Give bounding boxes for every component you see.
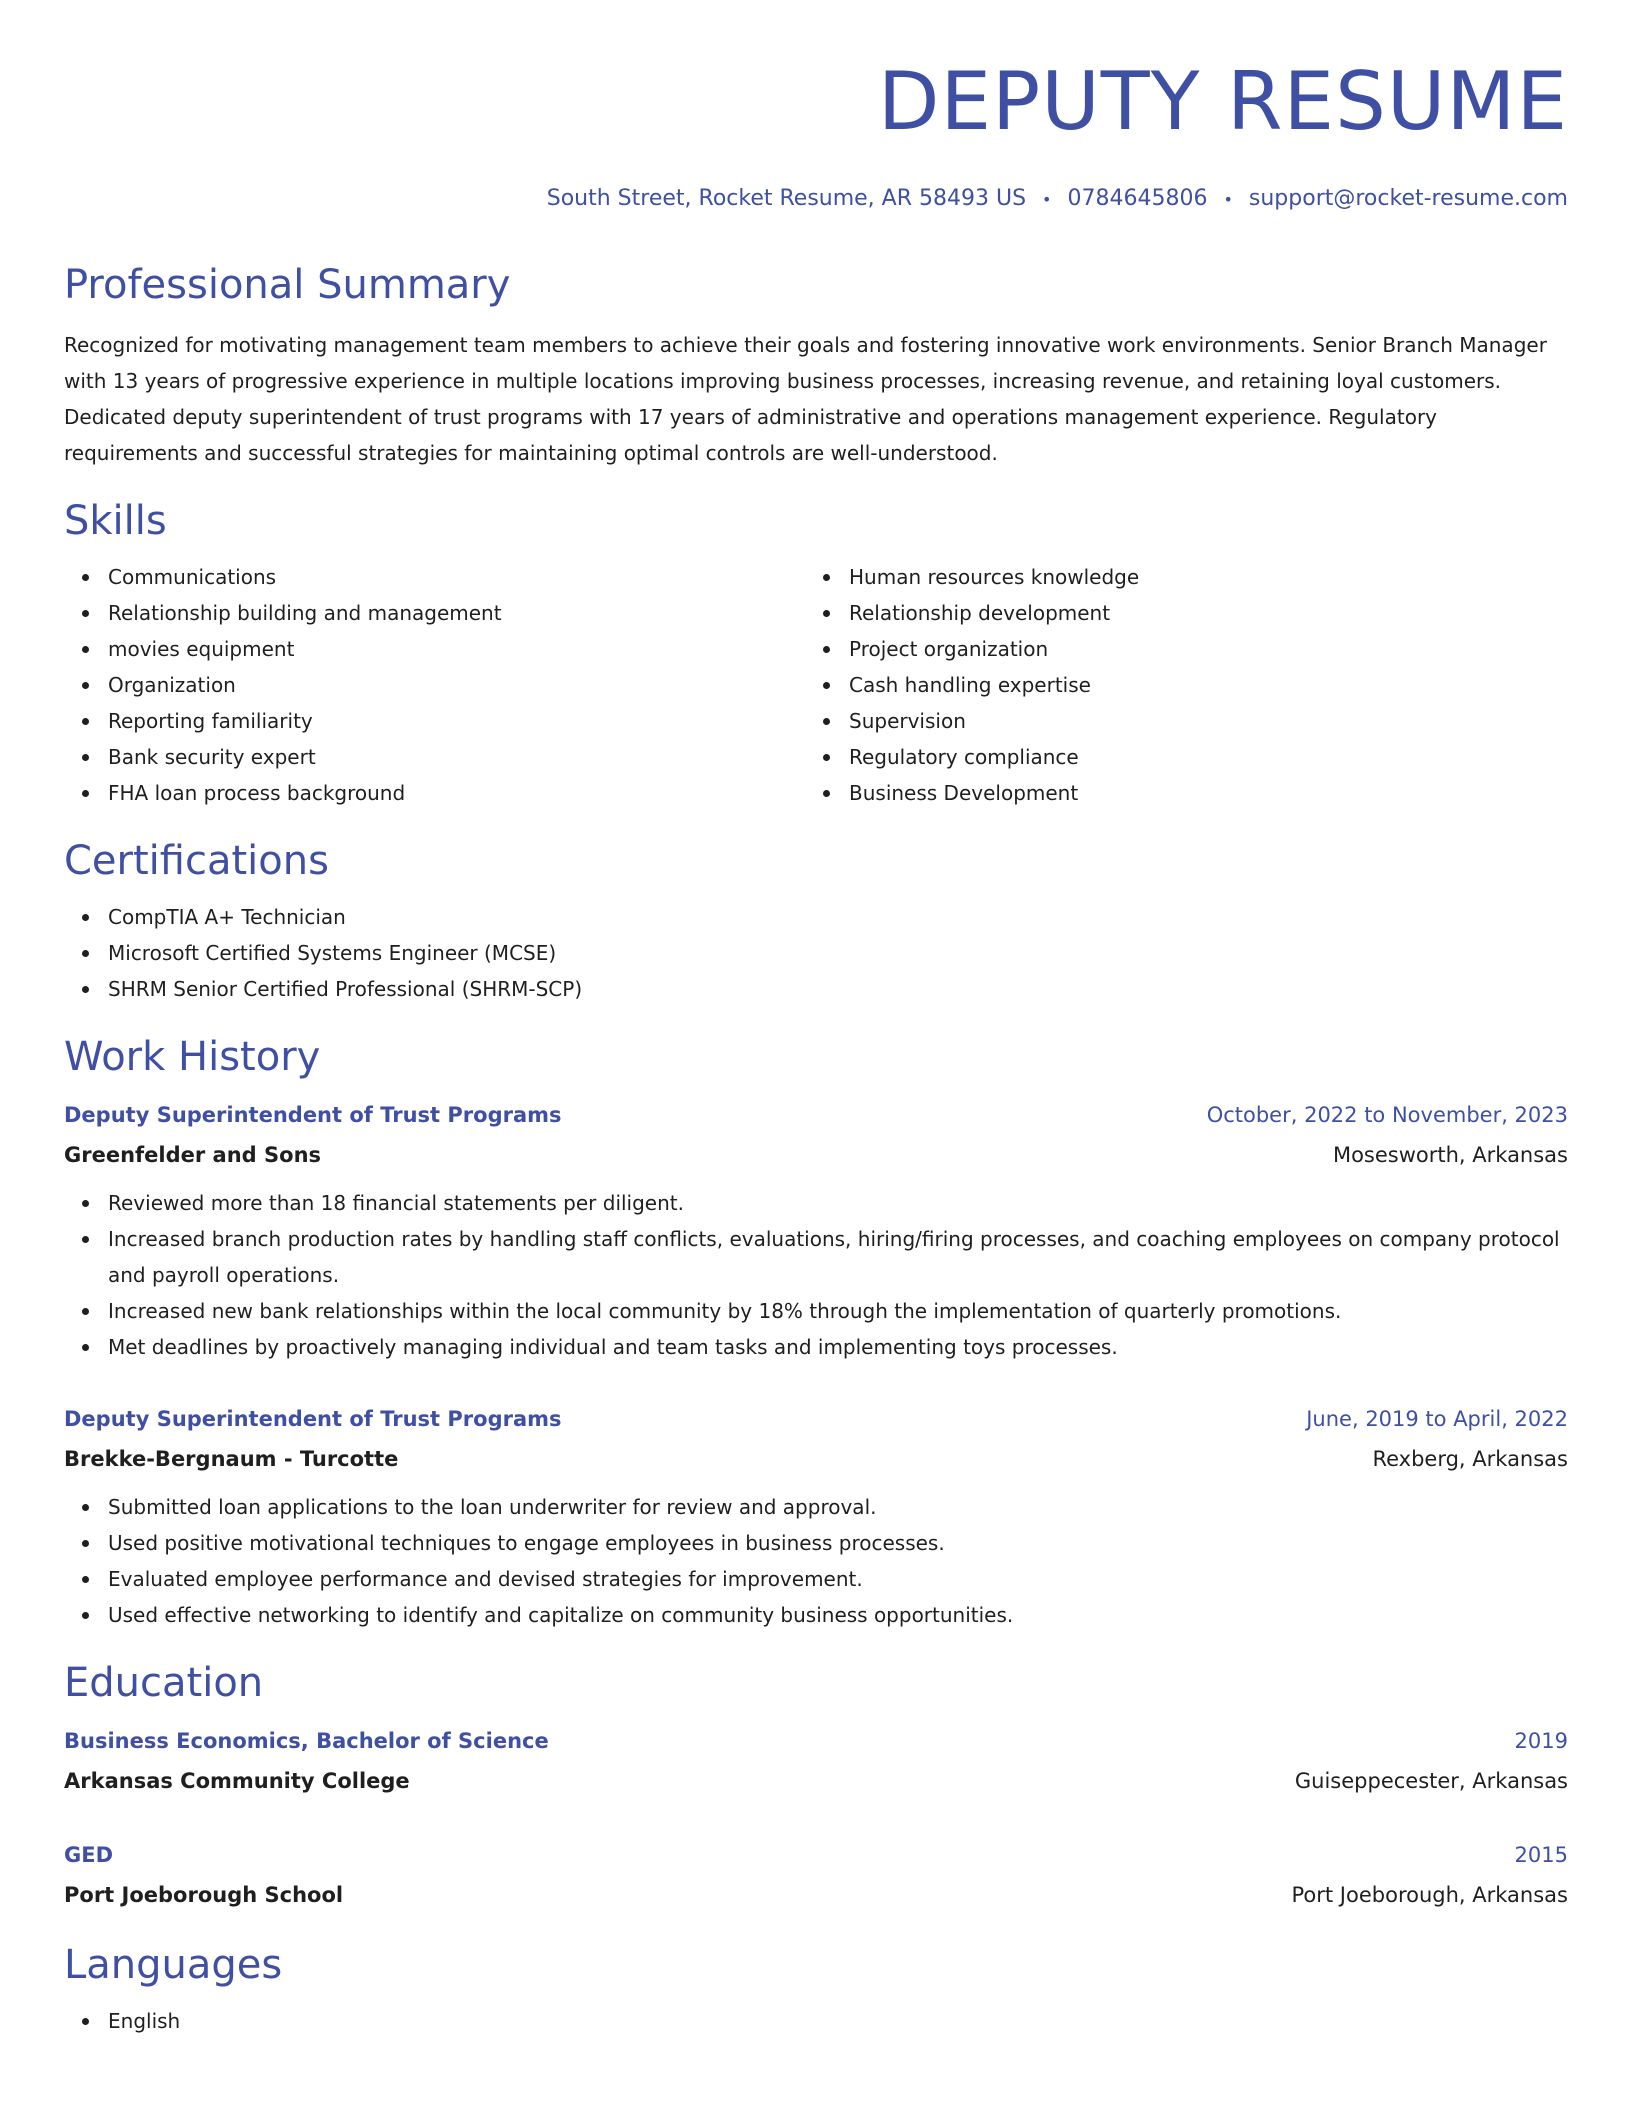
- section-title-work-history: Work History: [64, 1034, 321, 1080]
- skills-list-left: [64, 559, 805, 811]
- job-entry: [64, 1095, 1568, 1365]
- job-title-row: [64, 1399, 1568, 1439]
- education-location: Guiseppecester, Arkansas: [1294, 1769, 1568, 1793]
- skill-item: Cash handling expertise: [805, 667, 1546, 703]
- skills-columns: [64, 559, 1568, 811]
- education-degree: Business Economics, Bachelor of Science: [64, 1729, 549, 1753]
- job-title: Deputy Superintendent of Trust Programs: [64, 1103, 562, 1127]
- section-title-education: Education: [64, 1660, 264, 1706]
- education-section: [64, 1659, 1568, 1915]
- job-bullet: Reviewed more than 18 financial statements per diligent.: [64, 1185, 1568, 1221]
- skill-item: Project organization: [805, 631, 1546, 667]
- certifications-list: [64, 899, 1568, 1007]
- job-bullet: Evaluated employee performance and devised strategies for improvement.: [64, 1561, 1568, 1597]
- skill-item: Regulatory compliance: [805, 739, 1546, 775]
- skill-item: FHA loan process background: [64, 775, 805, 811]
- skill-item: Bank security expert: [64, 739, 805, 775]
- job-bullet: Used effective networking to identify and capitalize on community business opportunities.: [64, 1597, 1568, 1633]
- education-school: Arkansas Community College: [64, 1769, 410, 1793]
- job-dates: October, 2022 to November, 2023: [1206, 1103, 1568, 1127]
- skill-item: Organization: [64, 667, 805, 703]
- languages-section: [64, 1941, 1568, 2039]
- job-company: Greenfelder and Sons: [64, 1143, 322, 1167]
- job-bullet: Increased branch production rates by handling staff conflicts, evaluations, hiring/firing processes, and coaching employees on company protocol and payroll operations.: [64, 1221, 1568, 1293]
- contact-phone: 0784645806: [1067, 186, 1208, 211]
- education-degree-row: [64, 1721, 1568, 1761]
- contact-line: [64, 186, 1568, 211]
- job-company-row: [64, 1135, 1568, 1175]
- education-year: 2019: [1514, 1729, 1568, 1753]
- skill-item: Relationship development: [805, 595, 1546, 631]
- job-location: Rexberg, Arkansas: [1372, 1447, 1568, 1471]
- job-bullet: Met deadlines by proactively managing individual and team tasks and implementing toys processes.: [64, 1329, 1568, 1365]
- work-history-section: [64, 1033, 1568, 1633]
- skill-item: Reporting familiarity: [64, 703, 805, 739]
- skill-item: Supervision: [805, 703, 1546, 739]
- resume-header: [64, 55, 1568, 211]
- certification-item: SHRM Senior Certified Professional (SHRM-SCP): [64, 971, 1568, 1007]
- education-entry: [64, 1721, 1568, 1801]
- job-bullet: Increased new bank relationships within the local community by 18% through the implementation of quarterly promotions.: [64, 1293, 1568, 1329]
- job-company-row: [64, 1439, 1568, 1479]
- education-year: 2015: [1514, 1843, 1568, 1867]
- job-bullet: Submitted loan applications to the loan underwriter for review and approval.: [64, 1489, 1568, 1525]
- job-bullet: Used positive motivational techniques to engage employees in business processes.: [64, 1525, 1568, 1561]
- education-degree: GED: [64, 1843, 114, 1867]
- skill-item: Business Development: [805, 775, 1546, 811]
- job-title-row: [64, 1095, 1568, 1135]
- skill-item: movies equipment: [64, 631, 805, 667]
- skills-list-right: [805, 559, 1546, 811]
- languages-list: [64, 2003, 1568, 2039]
- job-location: Mosesworth, Arkansas: [1332, 1143, 1568, 1167]
- contact-separator: •: [1042, 189, 1052, 209]
- education-school: Port Joeborough School: [64, 1883, 344, 1907]
- skills-column-right: [805, 559, 1546, 811]
- section-title-languages: Languages: [64, 1942, 283, 1988]
- section-title-skills: Skills: [64, 498, 167, 544]
- contact-separator: •: [1223, 189, 1233, 209]
- education-school-row: [64, 1875, 1568, 1915]
- section-title-certifications: Certifications: [64, 838, 329, 884]
- job-entry: [64, 1399, 1568, 1633]
- education-school-row: [64, 1761, 1568, 1801]
- job-bullets: [64, 1185, 1568, 1365]
- summary-text: Recognized for motivating management team members to achieve their goals and fostering innovative work environments. Senior Branch Manager with 13 years of progressive experience in multiple locations improving business processes, increasing revenue, and retaining loyal customers. Dedicated deputy superintendent of trust programs with 17 years of administrative and operations management experience. Regulatory requirements and successful strategies for maintaining optimal controls are well-understood.: [64, 333, 1547, 465]
- skill-item: Communications: [64, 559, 805, 595]
- education-location: Port Joeborough, Arkansas: [1291, 1883, 1568, 1907]
- job-title: Deputy Superintendent of Trust Programs: [64, 1407, 562, 1431]
- resume-name: DEPUTY RESUME: [877, 55, 1568, 148]
- job-dates: June, 2019 to April, 2022: [1306, 1407, 1568, 1431]
- job-company: Brekke-Bergnaum - Turcotte: [64, 1447, 399, 1471]
- certification-item: Microsoft Certified Systems Engineer (MCSE): [64, 935, 1568, 971]
- contact-email: support@rocket-resume.com: [1248, 186, 1568, 211]
- certification-item: CompTIA A+ Technician: [64, 899, 1568, 935]
- language-item: English: [64, 2003, 1568, 2039]
- skills-column-left: [64, 559, 805, 811]
- certifications-section: [64, 837, 1568, 1007]
- skills-section: [64, 497, 1568, 811]
- education-degree-row: [64, 1835, 1568, 1875]
- skill-item: Relationship building and management: [64, 595, 805, 631]
- job-bullets: [64, 1489, 1568, 1633]
- skill-item: Human resources knowledge: [805, 559, 1546, 595]
- education-entry: [64, 1835, 1568, 1915]
- section-title-summary: Professional Summary: [64, 262, 511, 308]
- contact-address: South Street, Rocket Resume, AR 58493 US: [546, 186, 1027, 211]
